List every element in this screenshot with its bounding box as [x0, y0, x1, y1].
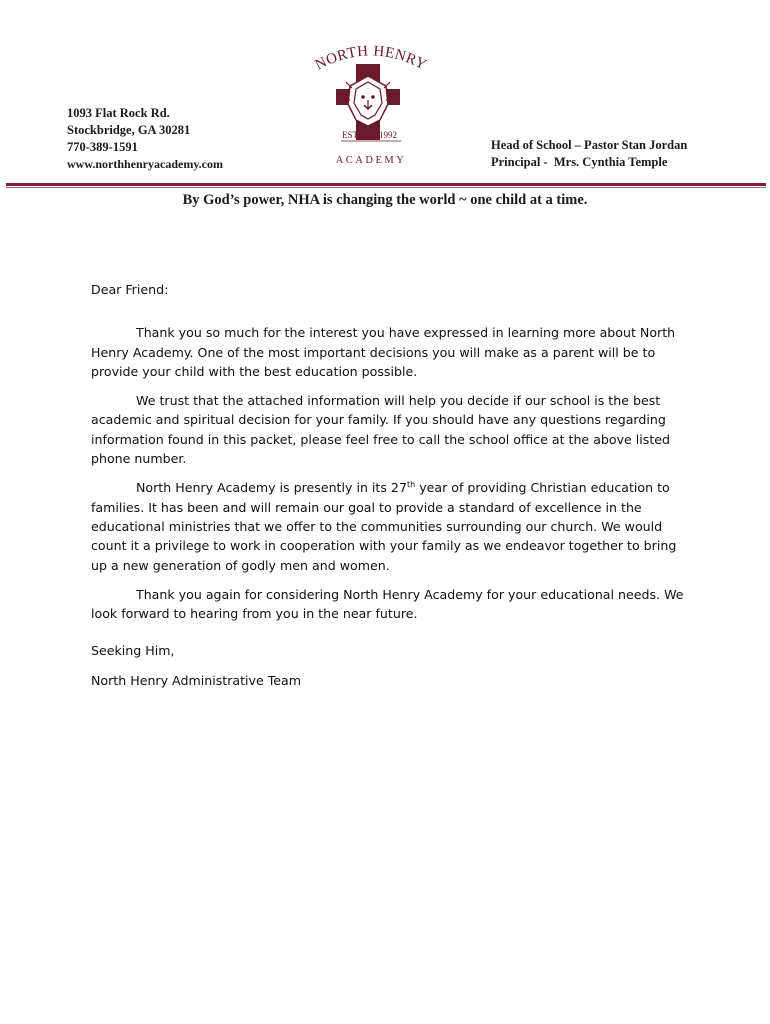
north-henry-academy-logo	[296, 42, 446, 172]
phone-number: 770-389-1591	[67, 140, 138, 154]
salutation: Dear Friend:	[91, 282, 169, 297]
ordinal-suffix: th	[406, 480, 416, 490]
header-divider-thin	[6, 187, 766, 188]
head-of-school: Head of School – Pastor Stan Jordan	[491, 138, 688, 152]
logo-est-label: EST.	[342, 130, 360, 140]
lion-head-icon	[343, 76, 393, 126]
staff-block	[491, 137, 687, 171]
logo-top-text: NORTH HENRY	[312, 43, 430, 74]
address-line-2: Stockbridge, GA 30281	[67, 123, 191, 137]
paragraph-3-start: North Henry Academy is presently in its 27	[136, 480, 407, 496]
logo-emblem-icon	[296, 42, 446, 172]
closing: Seeking Him,	[91, 643, 175, 659]
paragraph-1: Thank you so much for the interest you have expressed in learning more about North Henry Academy. One of the most important decisions you will make as a parent will be to provide your child with the best education possible.	[91, 325, 676, 379]
letter-body	[91, 280, 691, 690]
website-url: www.northhenryacademy.com	[67, 157, 223, 171]
logo-bottom-text: ACADEMY	[335, 155, 407, 166]
paragraph-3-rest: year of providing Christian education to families. It has been and will remain our goal to provide a standard of excellence in the educational ministries that we offer to the communities surrounding our church. We would count it a privilege to work in cooperation with your family as we endeavor together to bring up a new generation of godly men and women.	[91, 480, 677, 573]
school-motto: By God’s power, NHA is changing the world ~ one child at a time.	[182, 192, 588, 208]
address-line-1: 1093 Flat Rock Rd.	[67, 106, 170, 120]
principal: Principal - Mrs. Cynthia Temple	[491, 155, 668, 169]
paragraph-2: We trust that the attached information will help you decide if our school is the best academic and spiritual decision for your family. If you should have any questions regarding information found in this packet, please feel free to call the school office at the above listed phone number.	[91, 393, 671, 467]
header-divider	[6, 183, 766, 186]
paragraph-4: Thank you again for considering North Henry Academy for your educational needs. We look forward to hearing from you in the near future.	[91, 586, 684, 622]
paragraph-3	[91, 478, 691, 574]
logo-est-year: 1992	[379, 130, 397, 140]
school-address-block	[67, 105, 223, 173]
signature: North Henry Administrative Team	[91, 672, 302, 688]
